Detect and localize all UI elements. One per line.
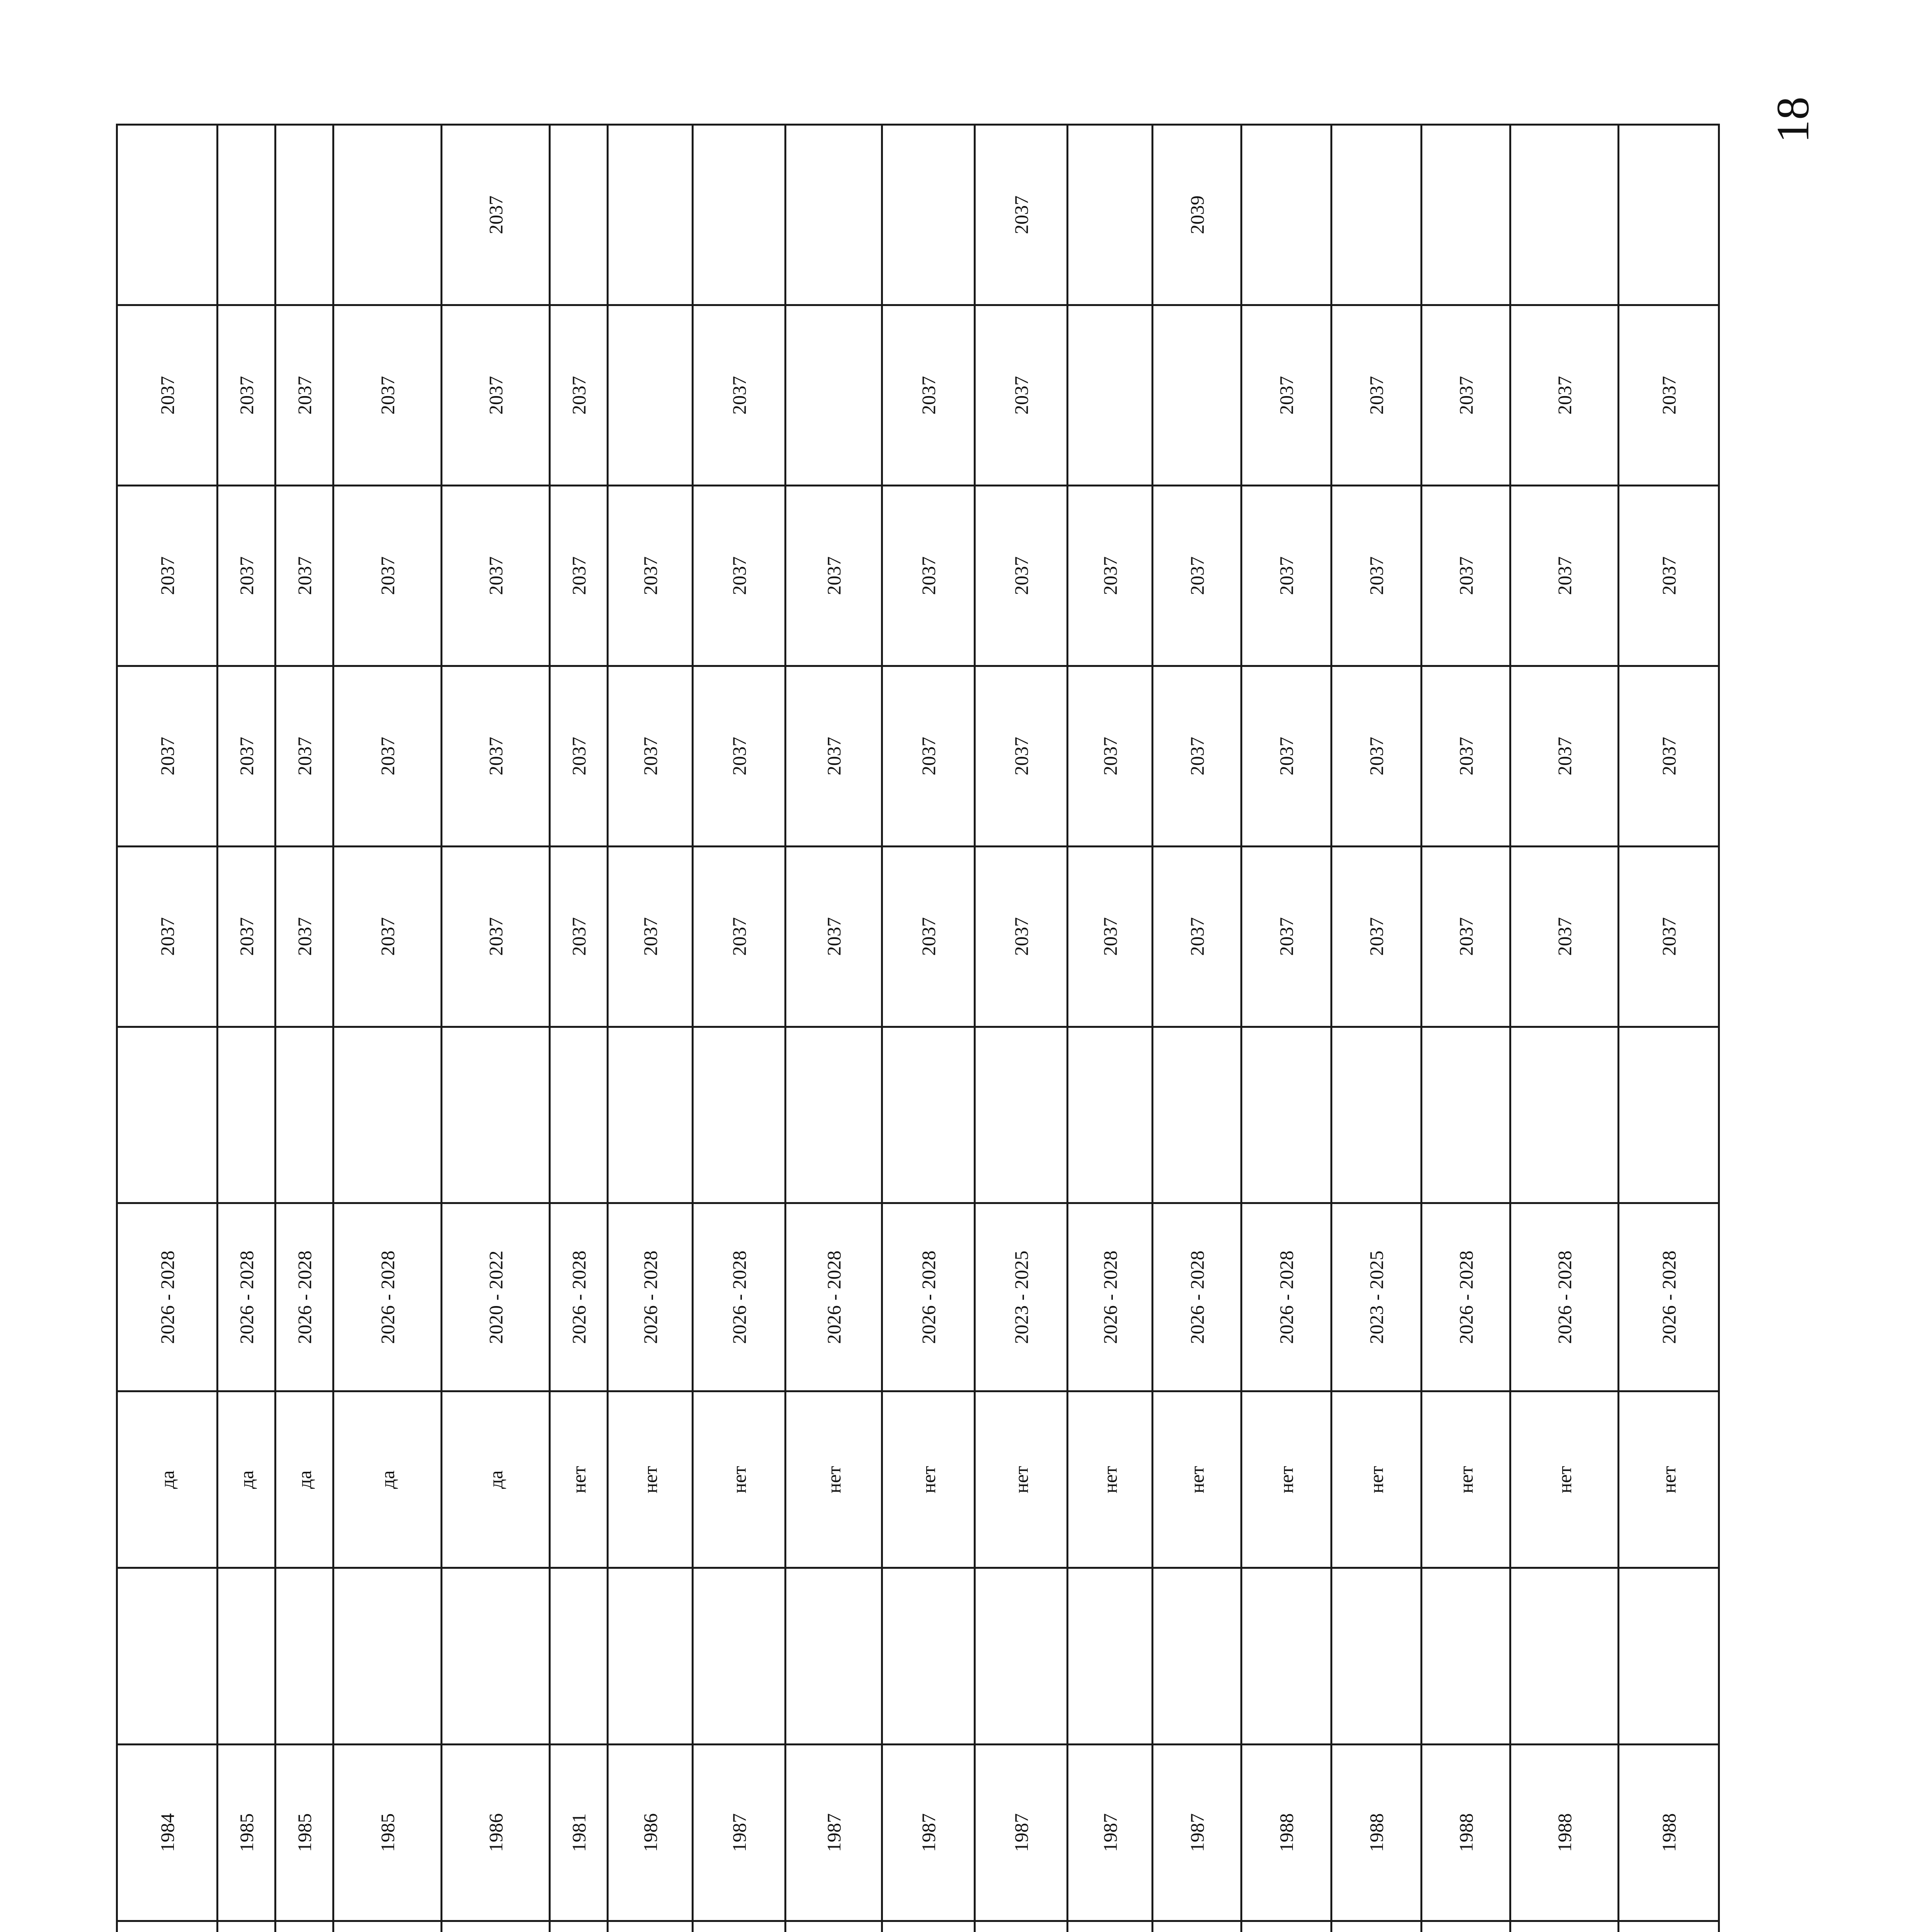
build-year: 1981 xyxy=(550,1744,608,1921)
table-row xyxy=(1510,125,1619,1932)
building-area xyxy=(693,1921,786,1932)
year-cell-2: 2037 xyxy=(218,666,276,846)
building-area xyxy=(882,1921,975,1932)
flag-value: да xyxy=(218,1391,276,1568)
year-cell-5 xyxy=(333,125,442,305)
empty-cell xyxy=(442,1027,550,1203)
year-cell-3: 2037 xyxy=(218,485,276,666)
page-number: 18 xyxy=(1767,97,1818,143)
building-area xyxy=(1422,1921,1510,1932)
building-area xyxy=(276,1921,333,1932)
year-cell-1: 2037 xyxy=(1242,846,1332,1027)
year-cell-5 xyxy=(786,125,882,305)
build-year: 1988 xyxy=(1619,1744,1719,1921)
empty-cell xyxy=(333,1027,442,1203)
empty-cell xyxy=(1422,1568,1510,1745)
table-row xyxy=(442,125,550,1932)
year-cell-5 xyxy=(1422,125,1510,305)
flag-value: да xyxy=(117,1391,218,1568)
empty-cell xyxy=(975,1568,1068,1745)
year-cell-2: 2037 xyxy=(786,666,882,846)
year-cell-4 xyxy=(786,305,882,486)
planned-period: 2026 - 2028 xyxy=(276,1203,333,1391)
building-area xyxy=(1068,1921,1153,1932)
year-cell-2: 2037 xyxy=(1242,666,1332,846)
build-year: 1985 xyxy=(333,1744,442,1921)
table-row xyxy=(786,125,882,1932)
empty-cell xyxy=(1510,1568,1619,1745)
empty-cell xyxy=(693,1568,786,1745)
year-cell-1: 2037 xyxy=(975,846,1068,1027)
year-cell-3: 2037 xyxy=(276,485,333,666)
year-cell-5 xyxy=(882,125,975,305)
year-cell-5 xyxy=(1068,125,1153,305)
year-cell-5 xyxy=(1242,125,1332,305)
empty-cell xyxy=(882,1027,975,1203)
table-row xyxy=(550,125,608,1932)
year-cell-3: 2037 xyxy=(442,485,550,666)
planned-period: 2026 - 2028 xyxy=(1068,1203,1153,1391)
table-rotated-container xyxy=(116,124,1708,1932)
build-year: 1987 xyxy=(786,1744,882,1921)
empty-cell xyxy=(882,1568,975,1745)
empty-cell xyxy=(1422,1027,1510,1203)
year-cell-5 xyxy=(117,125,218,305)
year-cell-4 xyxy=(608,305,693,486)
year-cell-1: 2037 xyxy=(550,846,608,1027)
build-year: 1987 xyxy=(693,1744,786,1921)
year-cell-3: 2037 xyxy=(1510,485,1619,666)
empty-cell xyxy=(218,1027,276,1203)
table-row xyxy=(276,125,333,1932)
empty-cell xyxy=(1619,1568,1719,1745)
year-cell-4: 2037 xyxy=(550,305,608,486)
year-cell-1: 2037 xyxy=(882,846,975,1027)
empty-cell xyxy=(333,1568,442,1745)
year-cell-2: 2037 xyxy=(975,666,1068,846)
table-row xyxy=(882,125,975,1932)
table-row xyxy=(117,125,218,1932)
building-area xyxy=(1510,1921,1619,1932)
year-cell-3: 2037 xyxy=(786,485,882,666)
flag-value: нет xyxy=(882,1391,975,1568)
building-area xyxy=(442,1921,550,1932)
year-cell-5 xyxy=(1619,125,1719,305)
table-row xyxy=(1068,125,1153,1932)
year-cell-1: 2037 xyxy=(1153,846,1242,1027)
planned-period: 2026 - 2028 xyxy=(1242,1203,1332,1391)
year-cell-2: 2037 xyxy=(442,666,550,846)
building-area xyxy=(786,1921,882,1932)
year-cell-4 xyxy=(1068,305,1153,486)
empty-cell xyxy=(1332,1027,1422,1203)
empty-cell xyxy=(1068,1027,1153,1203)
planned-period: 2026 - 2028 xyxy=(117,1203,218,1391)
build-year: 1987 xyxy=(975,1744,1068,1921)
year-cell-2: 2037 xyxy=(117,666,218,846)
empty-cell xyxy=(1153,1568,1242,1745)
year-cell-2: 2037 xyxy=(333,666,442,846)
year-cell-1: 2037 xyxy=(693,846,786,1027)
building-area xyxy=(333,1921,442,1932)
flag-value: нет xyxy=(693,1391,786,1568)
empty-cell xyxy=(276,1027,333,1203)
build-year: 1987 xyxy=(1068,1744,1153,1921)
table-row xyxy=(975,125,1068,1932)
year-cell-5 xyxy=(608,125,693,305)
empty-cell xyxy=(1068,1568,1153,1745)
year-cell-3: 2037 xyxy=(550,485,608,666)
flag-value: нет xyxy=(608,1391,693,1568)
empty-cell xyxy=(608,1568,693,1745)
year-cell-1: 2037 xyxy=(1068,846,1153,1027)
building-area xyxy=(1153,1921,1242,1932)
year-cell-5: 2037 xyxy=(975,125,1068,305)
planned-period: 2023 - 2025 xyxy=(975,1203,1068,1391)
planned-period: 2023 - 2025 xyxy=(1332,1203,1422,1391)
empty-cell xyxy=(1510,1027,1619,1203)
year-cell-5: 2037 xyxy=(442,125,550,305)
year-cell-4: 2037 xyxy=(1242,305,1332,486)
year-cell-3: 2037 xyxy=(1068,485,1153,666)
flag-value: нет xyxy=(550,1391,608,1568)
year-cell-2: 2037 xyxy=(1619,666,1719,846)
planned-period: 2026 - 2028 xyxy=(1153,1203,1242,1391)
year-cell-1: 2037 xyxy=(1619,846,1719,1027)
flag-value: да xyxy=(333,1391,442,1568)
empty-cell xyxy=(550,1027,608,1203)
year-cell-3: 2037 xyxy=(693,485,786,666)
flag-value: нет xyxy=(1422,1391,1510,1568)
flag-value: нет xyxy=(1332,1391,1422,1568)
planned-period: 2026 - 2028 xyxy=(882,1203,975,1391)
year-cell-3: 2037 xyxy=(1422,485,1510,666)
year-cell-1: 2037 xyxy=(1332,846,1422,1027)
year-cell-4: 2037 xyxy=(1332,305,1422,486)
empty-cell xyxy=(117,1568,218,1745)
year-cell-5 xyxy=(1332,125,1422,305)
build-year: 1988 xyxy=(1332,1744,1422,1921)
build-year: 1988 xyxy=(1422,1744,1510,1921)
year-cell-5 xyxy=(550,125,608,305)
build-year: 1986 xyxy=(442,1744,550,1921)
flag-value: да xyxy=(276,1391,333,1568)
flag-value: нет xyxy=(1153,1391,1242,1568)
empty-cell xyxy=(786,1027,882,1203)
year-cell-1: 2037 xyxy=(1510,846,1619,1027)
year-cell-1: 2037 xyxy=(117,846,218,1027)
year-cell-4: 2037 xyxy=(333,305,442,486)
year-cell-4: 2037 xyxy=(442,305,550,486)
flag-value: нет xyxy=(1619,1391,1719,1568)
empty-cell xyxy=(276,1568,333,1745)
table-row xyxy=(1422,125,1510,1932)
flag-value: нет xyxy=(975,1391,1068,1568)
year-cell-2: 2037 xyxy=(608,666,693,846)
planned-period: 2026 - 2028 xyxy=(608,1203,693,1391)
build-year: 1985 xyxy=(276,1744,333,1921)
year-cell-2: 2037 xyxy=(1510,666,1619,846)
build-year: 1987 xyxy=(1153,1744,1242,1921)
building-area xyxy=(608,1921,693,1932)
build-year: 1985 xyxy=(218,1744,276,1921)
flag-value: нет xyxy=(786,1391,882,1568)
year-cell-4: 2037 xyxy=(218,305,276,486)
table-row xyxy=(608,125,693,1932)
year-cell-4: 2037 xyxy=(975,305,1068,486)
building-area xyxy=(1619,1921,1719,1932)
empty-cell xyxy=(1619,1027,1719,1203)
year-cell-2: 2037 xyxy=(882,666,975,846)
year-cell-1: 2037 xyxy=(333,846,442,1027)
empty-cell xyxy=(442,1568,550,1745)
table-row xyxy=(693,125,786,1932)
table-row xyxy=(1332,125,1422,1932)
building-area xyxy=(218,1921,276,1932)
year-cell-4: 2037 xyxy=(1510,305,1619,486)
flag-value: да xyxy=(442,1391,550,1568)
build-year: 1988 xyxy=(1510,1744,1619,1921)
planned-period: 2026 - 2028 xyxy=(550,1203,608,1391)
empty-cell xyxy=(975,1027,1068,1203)
empty-cell xyxy=(117,1027,218,1203)
year-cell-2: 2037 xyxy=(276,666,333,846)
flag-value: нет xyxy=(1242,1391,1332,1568)
year-cell-1: 2037 xyxy=(1422,846,1510,1027)
table-row xyxy=(218,125,276,1932)
planned-period: 2026 - 2028 xyxy=(1619,1203,1719,1391)
year-cell-3: 2037 xyxy=(608,485,693,666)
flag-value: нет xyxy=(1068,1391,1153,1568)
table-row xyxy=(1619,125,1719,1932)
year-cell-5 xyxy=(1510,125,1619,305)
planned-period: 2026 - 2028 xyxy=(693,1203,786,1391)
year-cell-1: 2037 xyxy=(442,846,550,1027)
empty-cell xyxy=(1153,1027,1242,1203)
empty-cell xyxy=(1332,1568,1422,1745)
planned-period: 2026 - 2028 xyxy=(1510,1203,1619,1391)
empty-cell xyxy=(1242,1568,1332,1745)
year-cell-3: 2037 xyxy=(1332,485,1422,666)
year-cell-2: 2037 xyxy=(1153,666,1242,846)
year-cell-1: 2037 xyxy=(276,846,333,1027)
year-cell-5: 2039 xyxy=(1153,125,1242,305)
year-cell-3: 2037 xyxy=(1153,485,1242,666)
build-year: 1988 xyxy=(1242,1744,1332,1921)
year-cell-5 xyxy=(276,125,333,305)
building-area xyxy=(975,1921,1068,1932)
year-cell-1: 2037 xyxy=(786,846,882,1027)
empty-cell xyxy=(1242,1027,1332,1203)
build-year: 1986 xyxy=(608,1744,693,1921)
table-body xyxy=(117,125,1719,1932)
year-cell-1: 2037 xyxy=(608,846,693,1027)
building-area xyxy=(1332,1921,1422,1932)
building-area xyxy=(117,1921,218,1932)
year-cell-3: 2037 xyxy=(333,485,442,666)
housing-register-table xyxy=(116,124,1720,1932)
planned-period: 2026 - 2028 xyxy=(333,1203,442,1391)
year-cell-4: 2037 xyxy=(882,305,975,486)
year-cell-3: 2037 xyxy=(1242,485,1332,666)
empty-cell xyxy=(218,1568,276,1745)
year-cell-2: 2037 xyxy=(1332,666,1422,846)
table-row xyxy=(1242,125,1332,1932)
table-row xyxy=(1153,125,1242,1932)
empty-cell xyxy=(786,1568,882,1745)
planned-period: 2026 - 2028 xyxy=(1422,1203,1510,1391)
year-cell-4: 2037 xyxy=(1422,305,1510,486)
empty-cell xyxy=(550,1568,608,1745)
year-cell-4: 2037 xyxy=(1619,305,1719,486)
year-cell-3: 2037 xyxy=(1619,485,1719,666)
planned-period: 2020 - 2022 xyxy=(442,1203,550,1391)
year-cell-2: 2037 xyxy=(550,666,608,846)
year-cell-3: 2037 xyxy=(117,485,218,666)
year-cell-2: 2037 xyxy=(693,666,786,846)
year-cell-1: 2037 xyxy=(218,846,276,1027)
table-row xyxy=(333,125,442,1932)
building-area xyxy=(1242,1921,1332,1932)
empty-cell xyxy=(608,1027,693,1203)
empty-cell xyxy=(693,1027,786,1203)
year-cell-3: 2037 xyxy=(975,485,1068,666)
year-cell-4: 2037 xyxy=(276,305,333,486)
year-cell-5 xyxy=(693,125,786,305)
planned-period: 2026 - 2028 xyxy=(218,1203,276,1391)
build-year: 1984 xyxy=(117,1744,218,1921)
year-cell-5 xyxy=(218,125,276,305)
building-area xyxy=(550,1921,608,1932)
year-cell-2: 2037 xyxy=(1422,666,1510,846)
build-year: 1987 xyxy=(882,1744,975,1921)
year-cell-4 xyxy=(1153,305,1242,486)
year-cell-2: 2037 xyxy=(1068,666,1153,846)
year-cell-4: 2037 xyxy=(117,305,218,486)
year-cell-4: 2037 xyxy=(693,305,786,486)
year-cell-3: 2037 xyxy=(882,485,975,666)
planned-period: 2026 - 2028 xyxy=(786,1203,882,1391)
flag-value: нет xyxy=(1510,1391,1619,1568)
